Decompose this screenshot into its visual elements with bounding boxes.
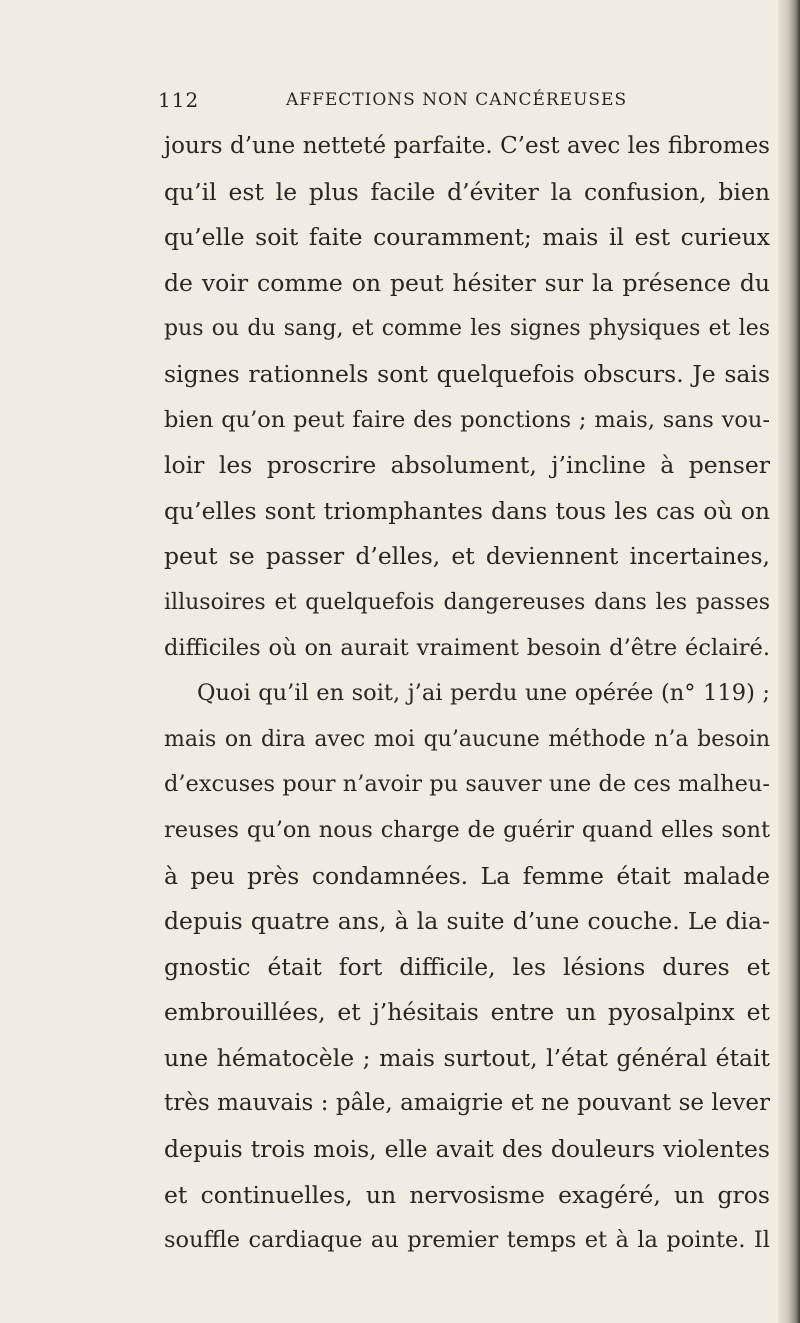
text-line: depuis quatre ans, à la suite d’une couche. Le dia-	[164, 907, 770, 936]
text-line: souffle cardiaque au premier temps et à la pointe. Il	[164, 1227, 770, 1254]
running-head-title: AFFECTIONS NON CANCÉREUSES	[286, 90, 628, 110]
page-edge-shadow	[778, 0, 800, 1323]
running-head	[0, 88, 800, 118]
text-line: pus ou du sang, et comme les signes physiques et les	[164, 316, 770, 342]
text-line: une hématocèle ; mais surtout, l’état général était	[164, 1043, 770, 1072]
text-line: peut se passer d’elles, et deviennent incertaines,	[164, 542, 770, 571]
text-line: d’excuses pour n’avoir pu sauver une de ces malheu-	[164, 771, 770, 798]
text-line: mais on dira avec moi qu’aucune méthode n’a besoin	[164, 726, 770, 752]
text-line: qu’il est le plus facile d’éviter la confusion, bien	[164, 177, 770, 206]
text-line: très mauvais : pâle, amaigrie et ne pouvant se lever	[164, 1090, 770, 1117]
text-line: depuis trois mois, elle avait des douleurs violentes	[164, 1135, 770, 1164]
text-line: bien qu’on peut faire des ponctions ; mais, sans vou-	[164, 406, 770, 433]
text-line: et continuelles, un nervosisme exagéré, un gros	[164, 1180, 770, 1209]
text-line: difficiles où on aurait vraiment besoin d’être éclairé.	[164, 634, 770, 661]
text-line: de voir comme on peut hésiter sur la présence du	[164, 268, 770, 297]
text-line: qu’elle soit faite couramment; mais il est curieux	[164, 223, 770, 252]
text-line: embrouillées, et j’hésitais entre un pyosalpinx et	[164, 998, 770, 1027]
text-line: jours d’une netteté parfaite. C’est avec les fibromes	[164, 133, 770, 159]
body-text	[164, 124, 770, 1264]
page-number: 112	[158, 88, 200, 112]
text-line: reuses qu’on nous charge de guérir quand elles sont	[164, 816, 770, 843]
text-line: gnostic était fort difficile, les lésions dures et	[164, 952, 770, 981]
text-line: illusoires et quelquefois dangereuses dans les passes	[164, 589, 770, 615]
text-line: signes rationnels sont quelquefois obscurs. Je sais	[164, 359, 770, 388]
text-line: qu’elles sont triomphantes dans tous les cas où on	[164, 496, 770, 525]
text-line: loir les proscrire absolument, j’incline à penser	[164, 451, 770, 480]
paragraph-first-line: Quoi qu’il en soit, j’ai perdu une opérée (n° 119) ;	[197, 680, 770, 707]
text-line: à peu près condamnées. La femme était malade	[164, 861, 770, 890]
